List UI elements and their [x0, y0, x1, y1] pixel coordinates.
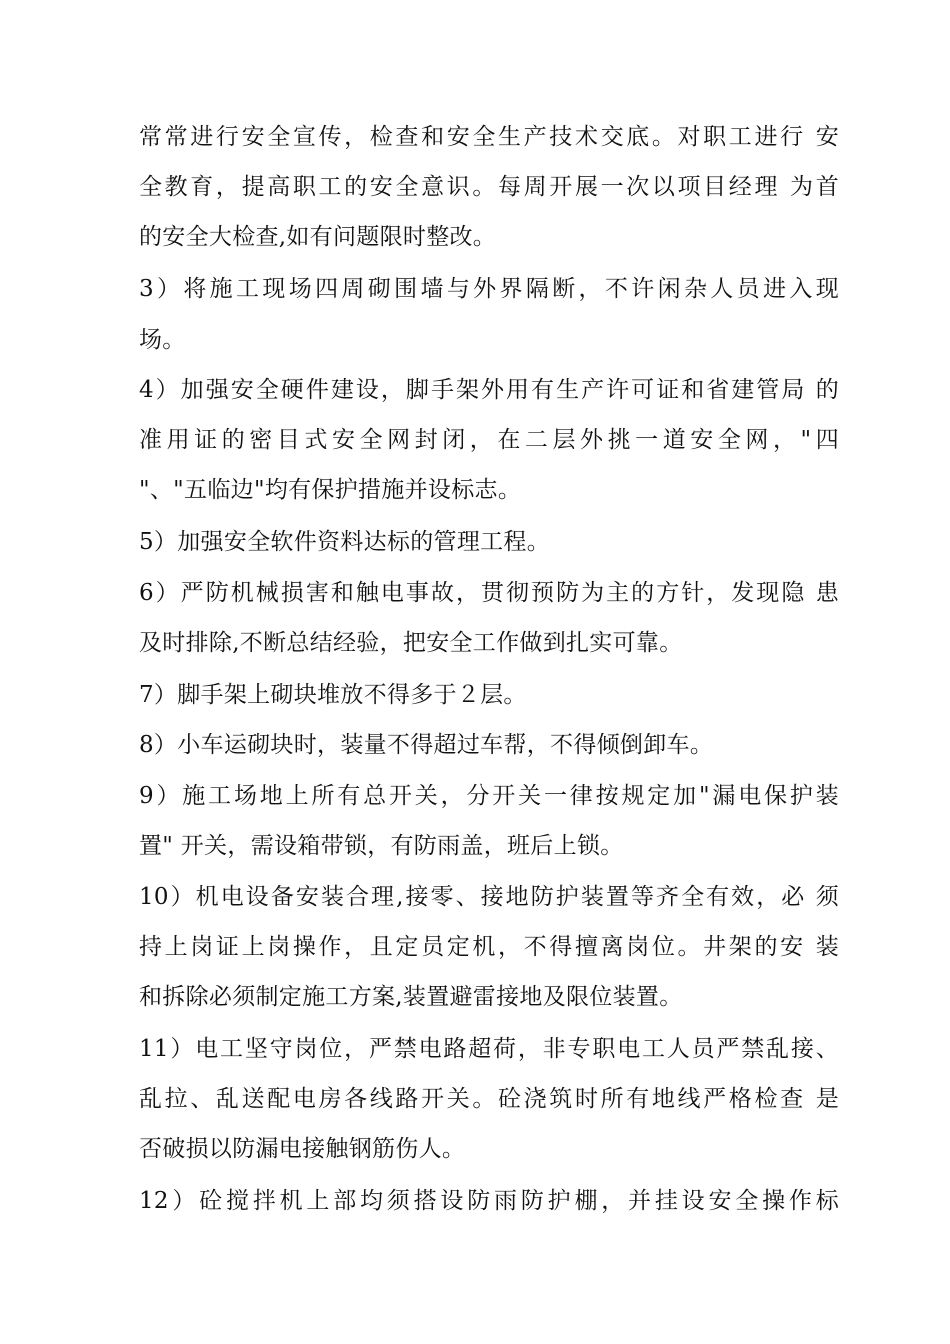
text-line: 准用证的密目式安全网封闭，在二层外挑一道安全网，"四 — [139, 427, 839, 453]
text-line: 12）砼搅拌机上部均须搭设防雨防护棚，并挂设安全操作标 — [139, 1188, 839, 1214]
text-line: 置" 开关，需设箱带锁，有防雨盖，班后上锁。 — [139, 833, 624, 859]
text-line: 6）严防机械损害和触电事故，贯彻预防为主的方针，发现隐 患 — [139, 580, 839, 606]
text-line: 场。 — [139, 327, 186, 353]
text-line: 及时排除,不断总结经验，把安全工作做到扎实可靠。 — [139, 630, 683, 656]
text-line: 9）施工场地上所有总开关，分开关一律按规定加"漏电保护装 — [139, 783, 839, 809]
text-line: 持上岗证上岗操作，且定员定机，不得擅离岗位。井架的安 装 — [139, 934, 839, 960]
text-line: 全教育，提高职工的安全意识。每周开展一次以项目经理 为首 — [139, 174, 839, 200]
text-line: 乱拉、乱送配电房各线路开关。砼浇筑时所有地线严格检查 是 — [139, 1086, 839, 1112]
text-line: 5）加强安全软件资料达标的管理工程。 — [139, 529, 551, 555]
text-line: 8）小车运砌块时，装量不得超过车帮，不得倾倒卸车。 — [139, 732, 714, 758]
text-line: "、"五临边"均有保护措施并设标志。 — [139, 477, 522, 503]
text-line: 和拆除必须制定施工方案,装置避雷接地及限位装置。 — [139, 984, 683, 1010]
text-line: 7）脚手架上砌块堆放不得多于２层。 — [139, 682, 527, 708]
text-line: 3）将施工现场四周砌围墙与外界隔断，不许闲杂人员进入现 — [139, 276, 839, 302]
text-line: 常常进行安全宣传，检查和安全生产技术交底。对职工进行 安 — [139, 124, 839, 150]
text-line: 10）机电设备安装合理,接零、接地防护装置等齐全有效，必 须 — [139, 884, 839, 910]
text-line: 的安全大检查,如有问题限时整改。 — [139, 224, 497, 250]
text-line: 4）加强安全硬件建设，脚手架外用有生产许可证和省建管局 的 — [139, 377, 839, 403]
text-line: 11）电工坚守岗位，严禁电路超荷，非专职电工人员严禁乱接、 — [139, 1036, 839, 1062]
text-line: 否破损以防漏电接触钢筋伤人。 — [139, 1136, 466, 1162]
